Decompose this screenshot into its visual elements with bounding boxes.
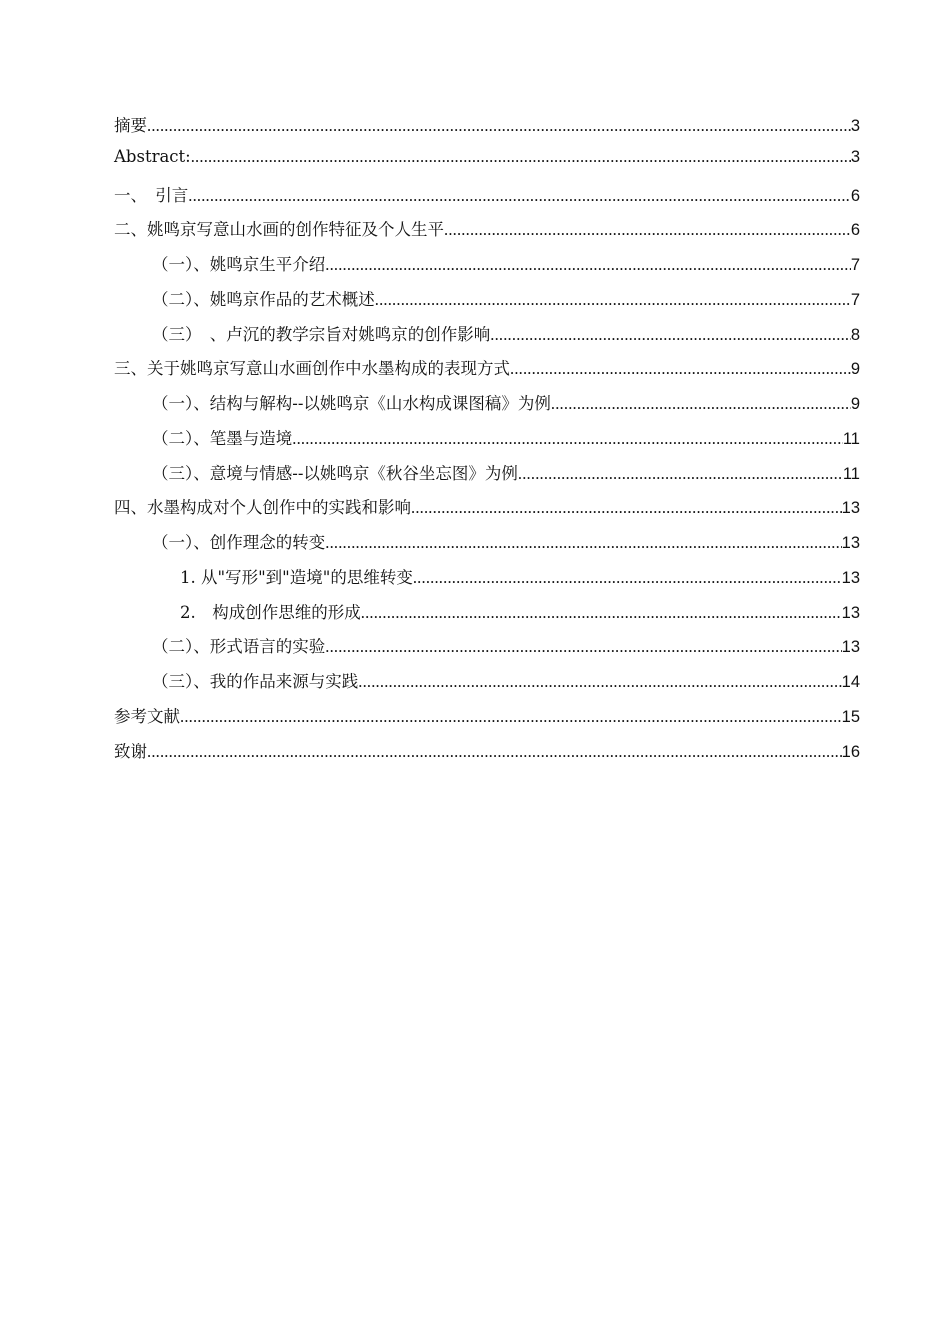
toc-entry-page: 3: [850, 117, 860, 135]
toc-entry[interactable]: [114, 738, 860, 773]
toc-entry-title: （二）、笔墨与造境: [152, 428, 293, 448]
toc-entry-title: （一）、姚鸣京生平介绍: [152, 255, 326, 274]
toc-entry-page: 15: [841, 707, 860, 726]
toc-entry-title: 2. 构成创作思维的形成: [180, 602, 361, 622]
toc-entry-page: 7: [850, 256, 860, 274]
toc-entry-title: 摘要: [114, 116, 147, 135]
toc-entry-page: 9: [850, 395, 860, 413]
dot-leader: [490, 325, 851, 345]
dot-leader: [375, 290, 851, 310]
toc-entry-title: 二、姚鸣京写意山水画的创作特征及个人生平: [114, 220, 444, 240]
toc-entry[interactable]: [114, 529, 860, 564]
toc-entry[interactable]: [114, 321, 860, 356]
toc-entry[interactable]: [114, 147, 860, 182]
dot-leader: [358, 672, 841, 692]
toc-entry-page: 13: [841, 638, 860, 657]
toc-entry-page: 13: [841, 534, 860, 552]
toc-entry-title: （二）、形式语言的实验: [152, 637, 326, 657]
dot-leader: [325, 533, 841, 553]
dot-leader: [292, 429, 843, 449]
dot-leader: [147, 116, 851, 136]
toc-entry-page: 13: [841, 568, 860, 587]
dot-leader: [325, 255, 851, 275]
toc-entry[interactable]: [114, 425, 860, 460]
toc-entry[interactable]: [114, 703, 860, 738]
dot-leader: [188, 186, 851, 206]
toc-entry-page: 6: [850, 221, 860, 240]
toc-entry-title: （三）、我的作品来源与实践: [152, 672, 359, 691]
toc-entry[interactable]: [114, 564, 860, 599]
toc-entry-title: 致谢: [114, 741, 147, 761]
toc-entry-title: （三）、意境与情感--以姚鸣京《秋谷坐忘图》为例: [152, 463, 518, 483]
toc-entry[interactable]: [114, 668, 860, 703]
toc-entry-page: 11: [842, 464, 860, 483]
toc-entry-page: 13: [841, 499, 860, 518]
dot-leader: [191, 147, 851, 167]
toc-entry[interactable]: [114, 251, 860, 286]
toc-entry-page: 13: [841, 603, 860, 622]
dot-leader: [147, 742, 842, 762]
toc-entry[interactable]: [114, 460, 860, 495]
toc-entry-title: 参考文献: [114, 706, 180, 726]
dot-leader: [325, 637, 841, 657]
dot-leader: [411, 498, 842, 518]
toc-entry-title: 四、水墨构成对个人创作中的实践和影响: [114, 498, 411, 518]
toc-entry-title: Abstract:: [114, 146, 191, 166]
toc-entry-page: 9: [850, 360, 860, 379]
dot-leader: [518, 464, 843, 484]
toc-entry-page: 8: [850, 325, 860, 344]
toc-entry-page: 11: [842, 429, 860, 448]
toc-entry[interactable]: [114, 112, 860, 147]
toc-entry-title: 1. 从"写形"到"造境"的思维转变: [180, 567, 413, 587]
toc-entry[interactable]: [114, 633, 860, 668]
toc-entry[interactable]: [114, 355, 860, 390]
toc-entry-page: 16: [841, 742, 860, 761]
dot-leader: [361, 603, 842, 623]
toc-entry-page: 3: [850, 147, 860, 166]
toc-entry[interactable]: [114, 286, 860, 321]
dot-leader: [510, 359, 851, 379]
toc-entry-title: 一、 引言: [114, 185, 189, 205]
toc-entry[interactable]: [114, 182, 860, 217]
dot-leader: [180, 707, 842, 727]
toc-entry[interactable]: [114, 494, 860, 529]
toc-entry[interactable]: [114, 216, 860, 251]
toc-entry-title: （三） 、卢沉的教学宗旨对姚鸣京的创作影响: [152, 324, 491, 344]
dot-leader: [444, 220, 851, 240]
toc-entry-title: 三、关于姚鸣京写意山水画创作中水墨构成的表现方式: [114, 359, 510, 379]
toc-entry-page: 6: [850, 186, 860, 205]
table-of-contents: [114, 112, 860, 772]
toc-entry-page: 14: [841, 673, 860, 691]
toc-entry-page: 7: [850, 290, 860, 309]
toc-entry[interactable]: [114, 390, 860, 425]
dot-leader: [413, 568, 842, 588]
toc-entry-title: （一）、结构与解构--以姚鸣京《山水构成课图稿》为例: [152, 394, 551, 413]
dot-leader: [551, 394, 851, 414]
toc-entry-title: （二）、姚鸣京作品的艺术概述: [152, 289, 375, 309]
toc-entry-title: （一）、创作理念的转变: [152, 533, 326, 552]
toc-entry[interactable]: [114, 599, 860, 634]
